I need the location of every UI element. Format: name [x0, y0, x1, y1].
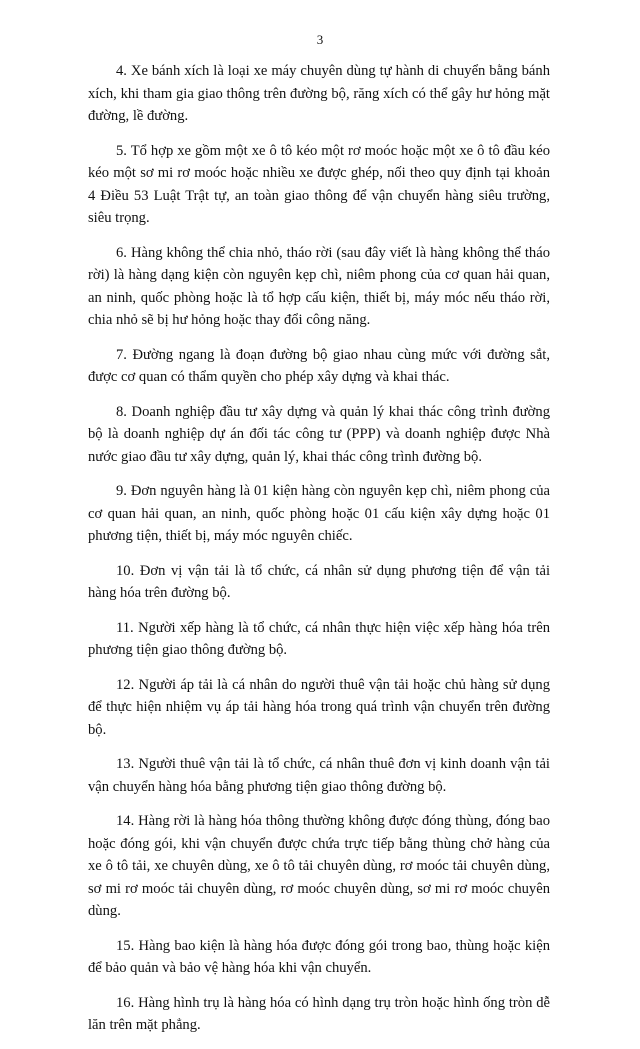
- paragraph-15: 15. Hàng bao kiện là hàng hóa được đóng gói trong bao, thùng hoặc kiện để bảo quản và bảo vệ hàng hóa khi vận chuyển.: [88, 937, 550, 976]
- paragraph-9: 9. Đơn nguyên hàng là 01 kiện hàng còn nguyên kẹp chì, niêm phong của cơ quan hải quan, an ninh, quốc phòng hoặc 01 cấu kiện xây dựng hoặc 01 phương tiện, thiết bị, máy móc nguyên chiếc.: [88, 483, 550, 544]
- paragraph-16: 16. Hàng hình trụ là hàng hóa có hình dạng trụ tròn hoặc hình ống tròn dễ lăn trên mặt phẳng.: [88, 994, 550, 1033]
- paragraph-12: 12. Người áp tải là cá nhân do người thuê vận tải hoặc chủ hàng sử dụng để thực hiện nhiệm vụ áp tải hàng hóa trong quá trình vận chuyển trên đường bộ.: [88, 676, 550, 738]
- paragraph-13: 13. Người thuê vận tải là tổ chức, cá nhân thuê đơn vị kinh doanh vận tải vận chuyển hàng hóa bằng phương tiện giao thông đường bộ.: [88, 756, 550, 795]
- paragraph-8: 8. Doanh nghiệp đầu tư xây dựng và quản lý khai thác công trình đường bộ là doanh nghiệp dự án đối tác công tư (PPP) và doanh nghiệp được Nhà nước giao đầu tư xây dựng, quản lý, khai thác công trình đường bộ.: [88, 403, 550, 465]
- paragraph-11: 11. Người xếp hàng là tổ chức, cá nhân thực hiện việc xếp hàng hóa trên phương tiện giao thông đường bộ.: [88, 619, 550, 658]
- paragraph-7: 7. Đường ngang là đoạn đường bộ giao nhau cùng mức với đường sắt, được cơ quan có thẩm quyền cho phép xây dựng và khai thác.: [88, 346, 550, 385]
- paragraph-14: 14. Hàng rời là hàng hóa thông thường không được đóng thùng, đóng bao hoặc đóng gói, khi vận chuyển được chứa trực tiếp bằng thùng chở hàng của xe ô tô tải, xe chuyên dùng, xe ô tô tải chuyên dùng, rơ moóc tải chuyên dùng, sơ mi rơ moóc tải chuyên dùng, rơ moóc chuyên dùng, sơ mi rơ moóc chuyên dùng.: [88, 813, 550, 919]
- document-body: [88, 60, 550, 1049]
- paragraph-10: 10. Đơn vị vận tải là tổ chức, cá nhân sử dụng phương tiện để vận tải hàng hóa trên đường bộ.: [88, 562, 550, 601]
- paragraph-6: 6. Hàng không thể chia nhỏ, tháo rời (sau đây viết là hàng không thể tháo rời) là hàng dạng kiện còn nguyên kẹp chì, niêm phong của cơ quan hải quan, an ninh, quốc phòng hoặc là tổ hợp cấu kiện, thiết bị, máy móc nếu tháo rời, chia nhỏ sẽ bị hư hỏng hoặc thay đổi công năng.: [88, 244, 550, 328]
- paragraph-4: 4. Xe bánh xích là loại xe máy chuyên dùng tự hành di chuyển bằng bánh xích, khi tham gia giao thông trên đường bộ, răng xích có thể gây hư hỏng mặt đường, lề đường.: [88, 63, 550, 124]
- paragraph-5: 5. Tổ hợp xe gồm một xe ô tô kéo một rơ moóc hoặc một xe ô tô đầu kéo kéo một sơ mi rơ moóc hoặc nhiều xe được ghép, nối theo quy định tại khoản 4 Điều 53 Luật Trật tự, an toàn giao thông để vận chuyển hàng siêu trường, siêu trọng.: [88, 142, 550, 226]
- page-number: 3: [316, 32, 324, 47]
